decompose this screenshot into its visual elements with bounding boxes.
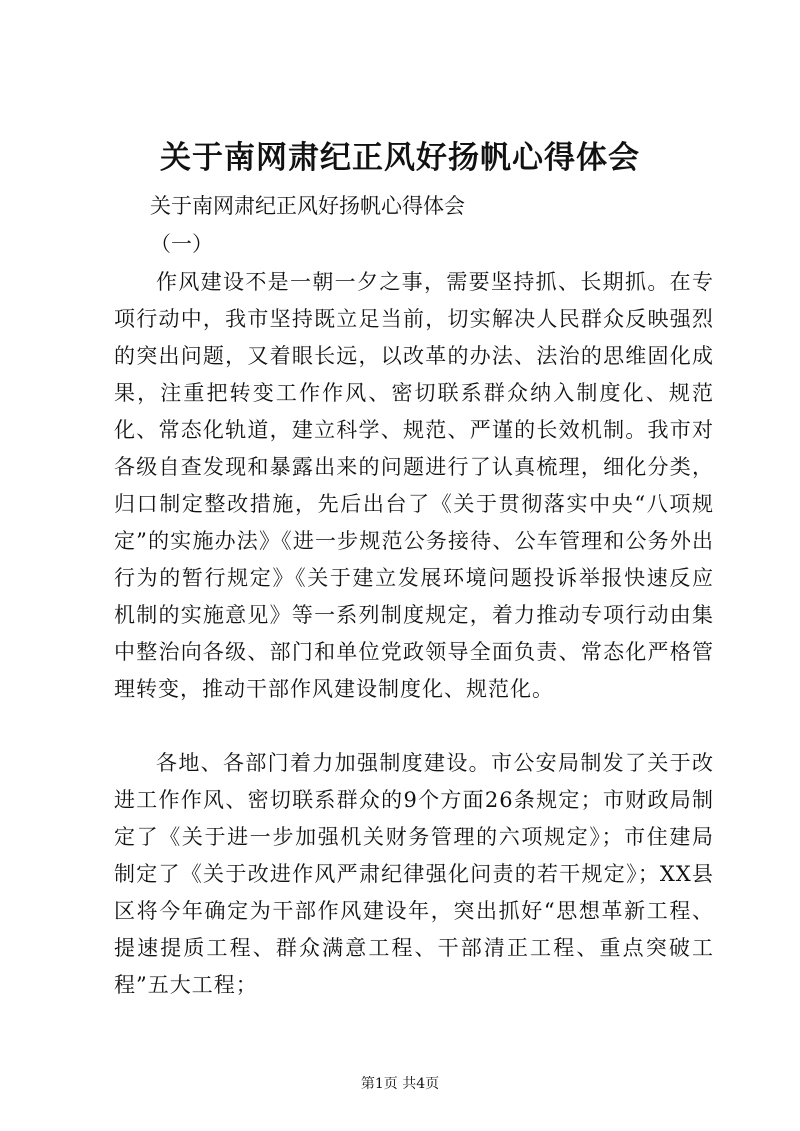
body-paragraph: 各地、各部门着力加强制度建设。市公安局制发了关于改进工作作风、密切联系群众的9个方面26条规定；市财政局制定了《关于进一步加强机关财务管理的六项规定》；市住建局制定了《关于改进作风严肃纪律强化问责的若干规定》；XX县区将今年确定为干部作风建设年，突出抓好“思想革新工程、提速提质工程、群众满意工程、干部清正工程、重点突破工程”五大工程； [114,751,714,997]
section-label: （一） [150,232,213,256]
document-subtitle: 关于南网肃纪正风好扬帆心得体会 [150,194,465,218]
document-title: 关于南网肃纪正风好扬帆心得体会 [160,140,640,176]
body-paragraph: 作风建设不是一朝一夕之事，需要坚持抓、长期抓。在专项行动中，我市坚持既立足当前，切实解决人民群众反映强烈的突出问题，又着眼长远，以改革的办法、法治的思维固化成果，注重把转变工作作风、密切联系群众纳入制度化、规范化、常态化轨道，建立科学、规范、严谨的长效机制。我市对各级自查发现和暴露出来的问题进行了认真梳理，细化分类，归口制定整改措施，先后出台了《关于贯彻落实中央“八项规定”的实施办法》《进一步规范公务接待、公车管理和公务外出行为的暂行规定》《关于建立发展环境问题投诉举报快速反应机制的实施意见》等一系列制度规定，着力推动专项行动由集中整治向各级、部门和单位党政领导全面负责、常态化严格管理转变，推动干部作风建设制度化、规范化。 [114,270,714,701]
page-number-footer: 第1页 共4页 [360,1076,440,1092]
